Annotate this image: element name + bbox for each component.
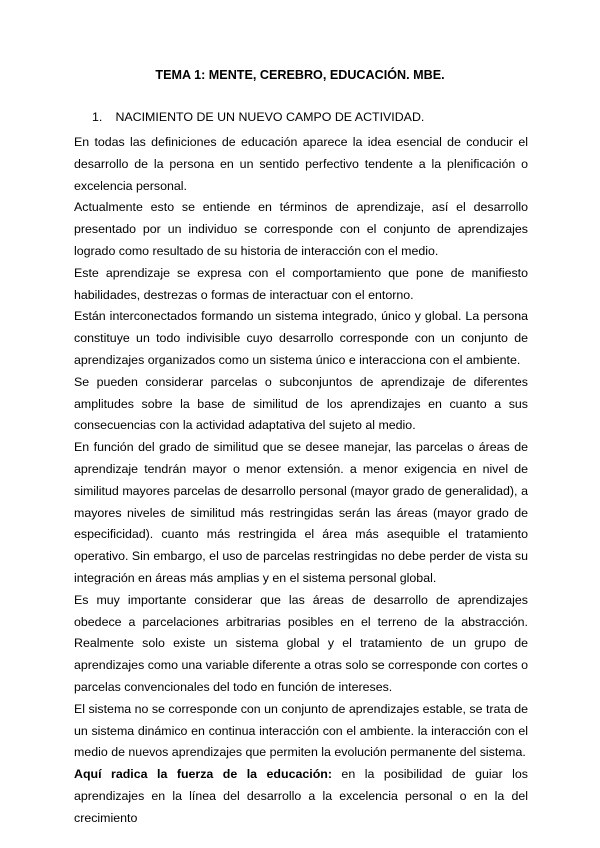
section-number: 1. [92,110,103,124]
paragraph: En función del grado de similitud que se desee manejar, las parcelas o áreas de aprendizaje tendrán mayor o menor extensión. a menor exigencia en nivel de similitud mayores parcelas de desarrollo personal (mayor grado de generalidad), a mayores niveles de similitud más restringidas serán las áreas (mayor grado de especificidad). cuanto más restringida el área más asequible el tratamiento operativo. Sin embargo, el uso de parcelas restringidas no debe perder de vista su integración en áreas más amplias y en el sistema personal global. [74,440,528,585]
paragraph: Este aprendizaje se expresa con el comportamiento que pone de manifiesto habilidades, destrezas o formas de interactuar con el entorno. [74,265,528,302]
paragraph-last [74,764,528,829]
document-title: TEMA 1: MENTE, CEREBRO, EDUCACIÓN. MBE. [155,68,445,82]
paragraph: En todas las definiciones de educación aparece la idea esencial de conducir el desarrollo de la persona en un sentido perfectivo tendente a la plenificación o excelencia personal. [74,135,528,193]
bold-lead: Aquí radica la fuerza de la educación: [74,767,332,782]
paragraph: El sistema no se corresponde con un conjunto de aprendizajes estable, se trata de un sistema dinámico en continua interacción con el ambiente. la interacción con el medio de nuevos aprendizajes que permiten la evolución permanente del sistema. [74,701,528,760]
section-heading-text: NACIMIENTO DE UN NUEVO CAMPO DE ACTIVIDAD. [115,110,425,124]
section-heading [92,110,424,124]
body-text [74,132,528,830]
paragraph-continuation: en la posibilidad de guiar los aprendizajes en la línea del desarrollo a la excelencia personal o en la del crecimiento [74,767,528,825]
paragraph: Actualmente esto se entiende en términos de aprendizaje, así el desarrollo presentado por un individuo se corresponde con el conjunto de aprendizajes logrado como resultado de su historia de interacción con el medio. [74,200,528,258]
paragraph: Están interconectados formando un sistema integrado, único y global. La persona constituye un todo indivisible cuyo desarrollo corresponde con un conjunto de aprendizajes organizados como un sistema único e interacciona con el ambiente. [74,309,528,367]
paragraph: Se pueden considerar parcelas o subconjuntos de aprendizaje de diferentes amplitudes sobre la base de similitud de los aprendizajes en cuanto a sus consecuencias con la actividad adaptativa del sujeto al medio. [74,374,528,433]
paragraph: Es muy importante considerar que las áreas de desarrollo de aprendizajes obedece a parcelaciones arbitrarias posibles en el terreno de la abstracción. Realmente solo existe un sistema global y el tratamiento de un grupo de aprendizajes como una variable diferente a otras solo se corresponde con cortes o parcelas convencionales del todo en función de intereses. [74,592,528,694]
